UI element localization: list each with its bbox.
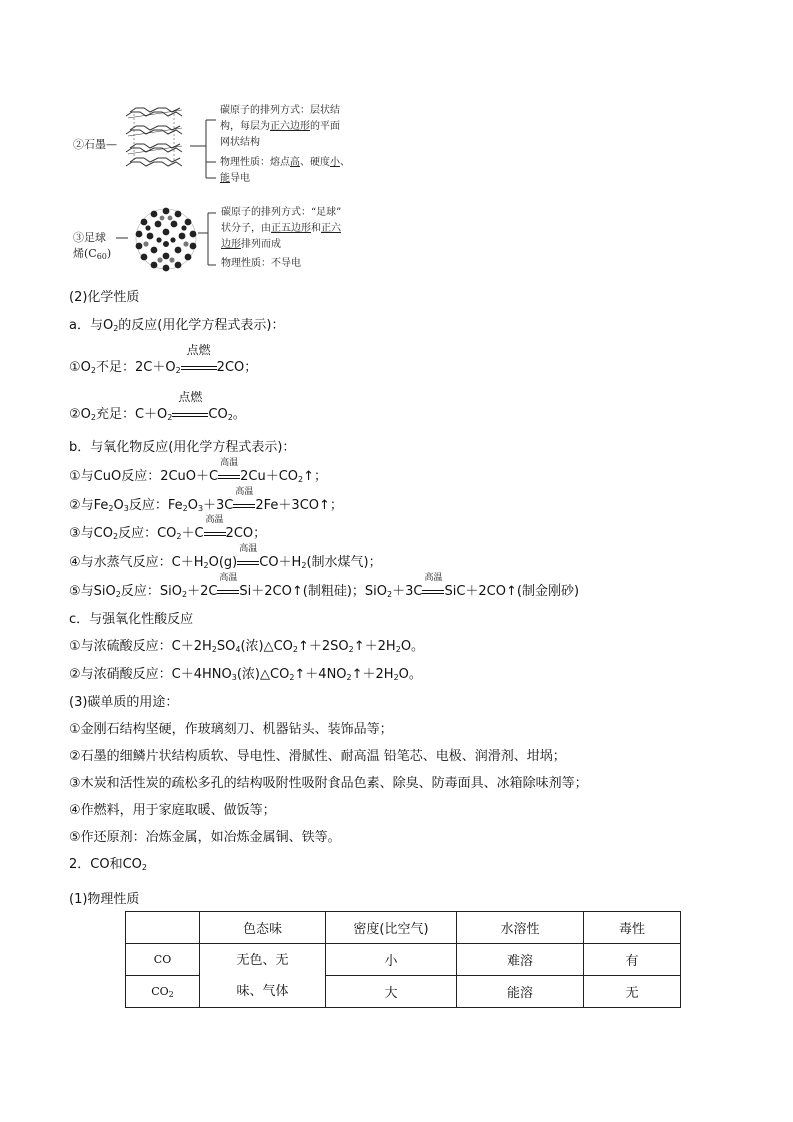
reaction-condition: 高温 xyxy=(218,469,240,484)
table-header-cell: 毒性 xyxy=(584,912,681,944)
table-cell-substance: CO xyxy=(126,944,200,976)
graphite-arrangement xyxy=(220,103,340,151)
graphite-arrange-line1: 碳原子的排列方式：层状结 xyxy=(220,105,340,116)
reaction-condition: 高温 xyxy=(217,584,239,599)
chem-b-heading: b．与氧化物反应(用化学方程式表示)： xyxy=(69,440,296,455)
table-header-cell: 色态味 xyxy=(200,912,326,944)
c60-arrange-line2: 状分子，由正五边形和正六 xyxy=(221,223,341,234)
phys-table-heading: (1)物理性质 xyxy=(69,892,140,907)
reaction-condition: 高温 xyxy=(204,526,226,541)
table-header-cell: 密度(比空气) xyxy=(326,912,457,944)
graphite-phys-line1: 物理性质：熔点高、硬度小、 xyxy=(220,157,350,168)
reaction-condition: 高温 xyxy=(422,584,444,599)
graphite-brace-icon xyxy=(188,104,218,186)
chem-b2-equation: ②与$Fe_2O_3$反应：$Fe_2O_3+3C$ 高温 2Fe＋3CO↑； xyxy=(69,487,343,513)
reaction-condition: 高温 xyxy=(237,555,259,570)
table-cell-substance: $CO_2$ xyxy=(126,976,200,1008)
chem-heading: (2)化学性质 xyxy=(69,290,140,305)
chem-a2-equation: $②O_2$充足：$C+O_2$ 点燃 $CO_2$。 xyxy=(69,390,246,422)
graphite-arrange-line2: 构，每层为正六边形的平面 xyxy=(220,121,340,132)
chem-c1-equation: ①与浓硫酸反应：$C+2H_2SO_4$(浓)$\triangle CO_2↑+2SO_2↑+2H_2O$。 xyxy=(69,639,425,654)
table-header-cell: 水溶性 xyxy=(457,912,584,944)
table-header-row xyxy=(126,912,681,944)
heat-condition: △ xyxy=(260,667,270,682)
c60-physical: 物理性质：不导电 xyxy=(221,258,301,269)
table-cell-density: 大 xyxy=(326,976,457,1008)
table-row xyxy=(126,944,681,976)
chem-b1-equation: ①与CuO反应：2CuO＋C 高温 $2Cu+CO_2↑$； xyxy=(69,458,328,484)
table-cell-solubility: 能溶 xyxy=(457,976,584,1008)
chem-a-heading: a．与$O_2$的反应(用化学方程式表示)： xyxy=(69,318,285,333)
graphite-arrange-line3: 网状结构 xyxy=(220,137,260,148)
table-cell-toxicity: 无 xyxy=(584,976,681,1008)
reaction-condition: 点燃 xyxy=(172,407,208,422)
graphite-physical xyxy=(220,155,350,187)
chem-c-heading: c．与强氧化性酸反应 xyxy=(69,612,194,627)
heat-condition: △ xyxy=(263,639,274,654)
reaction-condition: 高温 xyxy=(233,498,255,513)
chem-b3-equation: ③与$CO_2$反应：$CO_2+C$ 高温 2CO； xyxy=(69,515,267,541)
uses-item: ②石墨的细鳞片状结构质软、导电性、滑腻性、耐高温 铅笔芯、电极、润滑剂、坩埚； xyxy=(69,749,566,764)
c60-arrange-line3: 边形排列而成 xyxy=(221,239,281,250)
reaction-condition: 点燃 xyxy=(181,360,217,375)
table-header-cell xyxy=(126,912,200,944)
graphite-label: ②石墨— xyxy=(73,138,117,151)
uses-item: ①金刚石结构坚硬，作玻璃刻刀、机器钻头、装饰品等； xyxy=(69,722,393,737)
table-cell-color-state-odor: 无色、无 味、气体 xyxy=(200,944,326,1008)
table-cell-density: 小 xyxy=(326,944,457,976)
table-cell-toxicity: 有 xyxy=(584,944,681,976)
uses-item: ③木炭和活性炭的疏松多孔的结构吸附性吸附食品色素、除臭、防毒面具、冰箱除味剂等； xyxy=(69,776,588,791)
c60-label: ③足球 烯$(C_{60})$ xyxy=(73,231,112,261)
chem-b5-equation: ⑤与SiO$_2$反应：SiO$_2$＋2C 高温 Si＋2CO↑(制粗硅)；SiO$_2$＋3C 高温 SiC＋2CO↑(制金刚砂) xyxy=(69,573,580,599)
graphite-phys-line2: 能导电 xyxy=(220,173,250,184)
chem-c2-equation: ②与浓硝酸反应：$C+4HNO_3$(浓)$\triangle CO_2↑+4NO_2↑+2H_2O$。 xyxy=(69,667,422,682)
c60-arrangement xyxy=(221,205,341,253)
chem-a1-equation: $①O_2$不足：$2C+O_2$ 点燃 2CO； xyxy=(69,343,258,375)
c60-arrange-line1: 碳原子的排列方式：“足球” xyxy=(221,207,342,218)
graphite-structure-icon xyxy=(124,104,186,170)
c60-molecule-icon xyxy=(132,206,200,272)
physical-properties-table xyxy=(125,911,681,1008)
uses-item: ④作燃料，用于家庭取暖、做饭等； xyxy=(69,803,276,818)
table-cell-solubility: 难溶 xyxy=(457,944,584,976)
uses-item: ⑤作还原剂：冶炼金属，如冶炼金属铜、铁等。 xyxy=(69,830,341,845)
uses-heading: (3)碳单质的用途： xyxy=(69,695,179,710)
c60-bracket-icon xyxy=(116,228,128,242)
section2-title: 2．CO和$CO_2$ xyxy=(69,857,147,872)
chem-b4-equation: ④与水蒸气反应：$C+H_2O(g)$ 高温 $CO+H_2$(制水煤气)； xyxy=(69,544,382,570)
c60-brace-icon xyxy=(196,205,218,269)
